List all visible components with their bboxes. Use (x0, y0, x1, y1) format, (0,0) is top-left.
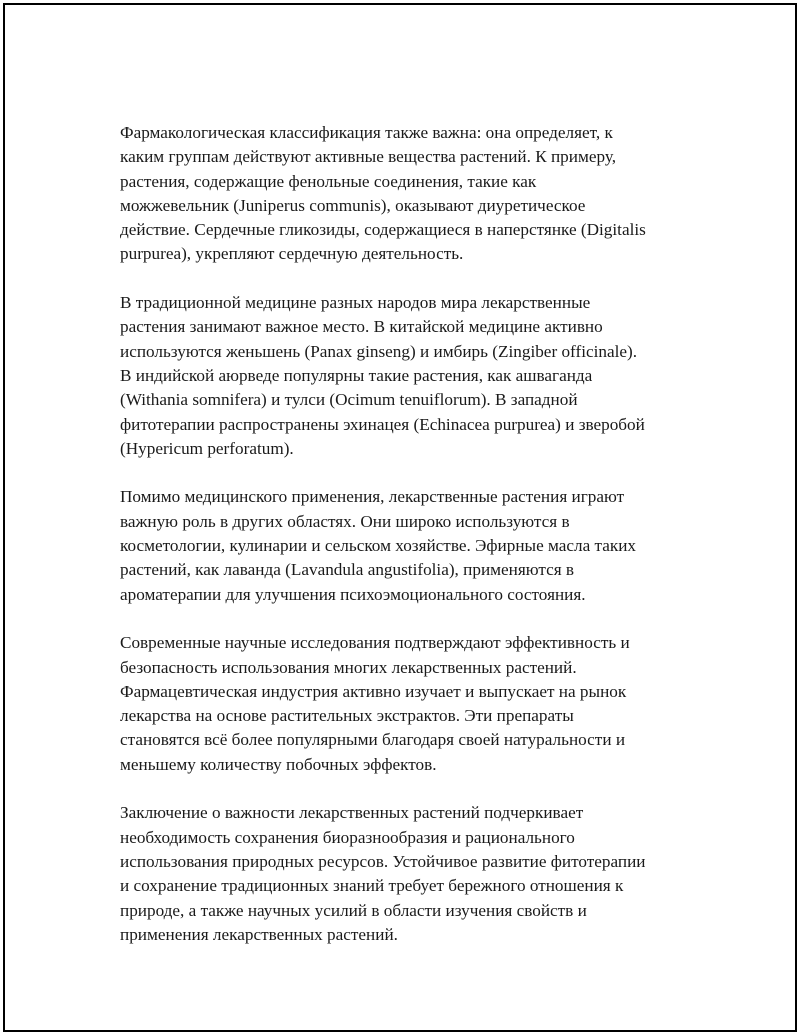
paragraph-other-applications: Помимо медицинского применения, лекарственные растения играют важную роль в других областях. Они широко используются в косметологии, кулинарии и сельском хозяйстве. Эфирные масла таких растений, как лаванда (Lavandula angustifolia), применяются в ароматерапии для улучшения психоэмоционального состояния. (120, 487, 637, 604)
paragraph-traditional-medicine: В традиционной медицине разных народов мира лекарственные растения занимают важное место. В китайской медицине активно используются женьшень (Panax ginseng) и имбирь (Zingiber officinale). В индийской аюрведе популярны такие растения, как ашваганда (Withania somnifera) и тулси (Ocimum tenuiflorum). В западной фитотерапии распространены эхинацея (Echinacea purpurea) и зверобой (Hypericum perforatum). (120, 293, 645, 458)
paragraph-scientific-research: Современные научные исследования подтверждают эффективность и безопасность использования многих лекарственных растений. Фармацевтическая индустрия активно изучает и выпускает на рынок лекарства на основе растительных экстрактов. Эти препараты становятся всё более популярными благодаря своей натуральности и меньшему количеству побочных эффектов. (120, 633, 630, 774)
document-page (3, 3, 797, 1032)
paragraph-conclusion: Заключение о важности лекарственных растений подчеркивает необходимость сохранения биоразнообразия и рационального использования природных ресурсов. Устойчивое развитие фитотерапии и сохранение традиционных знаний требует бережного отношения к природе, а также научных усилий в области изучения свойств и применения лекарственных растений. (120, 803, 646, 944)
document-body (120, 121, 690, 971)
paragraph-pharmacological-classification: Фармакологическая классификация также важна: она определяет, к каким группам действуют активные вещества растений. К примеру, растения, содержащие фенольные соединения, такие как можжевельник (Juniperus communis), оказывают диуретическое действие. Сердечные гликозиды, содержащиеся в наперстянке (Digitalis purpurea), укрепляют сердечную деятельность. (120, 123, 646, 264)
